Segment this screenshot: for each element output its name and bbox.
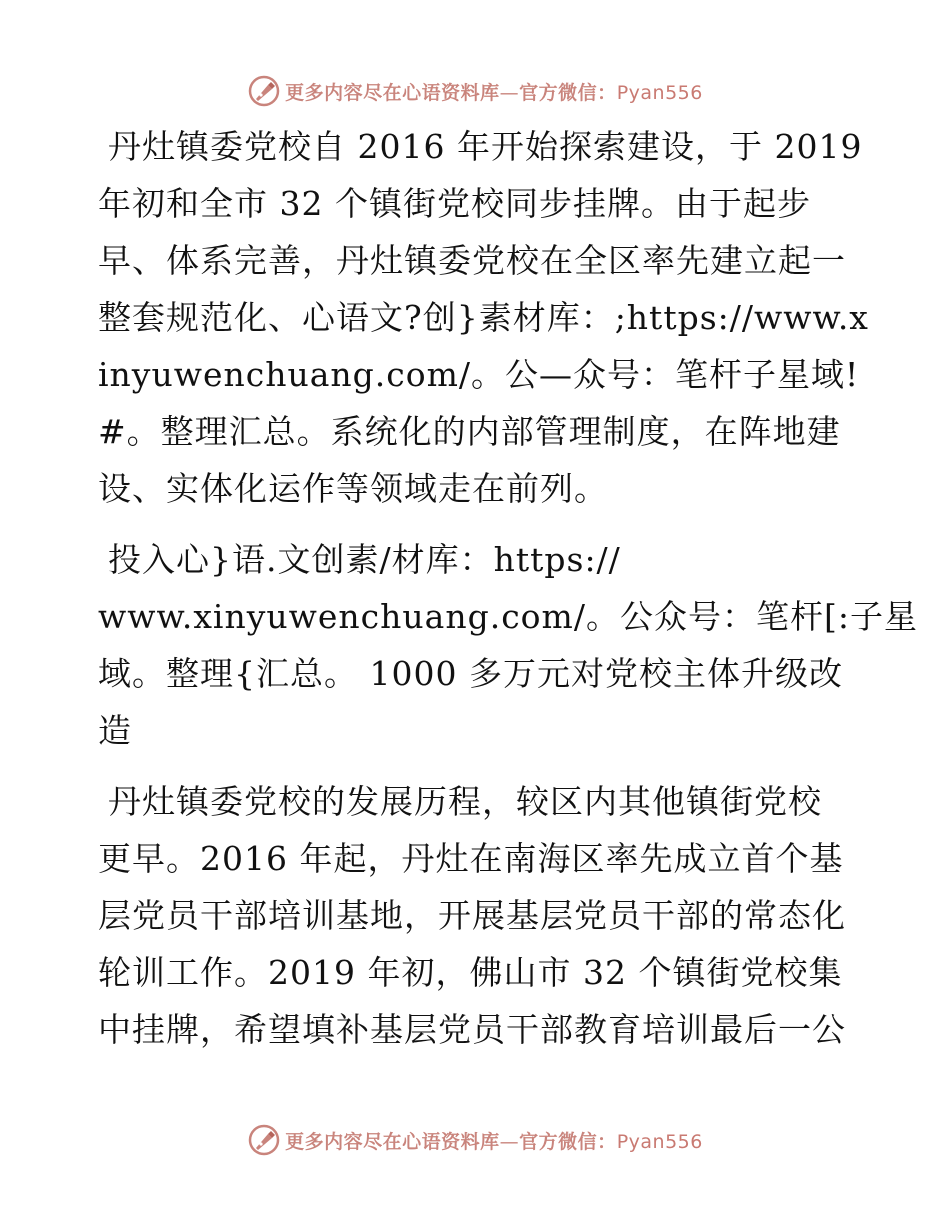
footer-banner [0,1118,950,1162]
paragraph-2 [98,531,918,759]
document-body [98,118,918,1072]
banner-wechat-id: Pyan556 [616,1130,703,1153]
banner-title: 更多内容尽在心语资料库 [285,1130,500,1153]
text-line: 年初和全市 32 个镇街党校同步挂牌。由于起步 [98,184,811,223]
banner-wechat-id: Pyan556 [616,81,703,104]
paragraph-1 [98,118,869,517]
banner-title: 更多内容尽在心语资料库 [285,81,500,104]
pen-nib-logo-icon [247,74,281,108]
pen-nib-logo-icon [247,1123,281,1157]
text-line: 层党员干部培训基地，开展基层党员干部的常态化 [98,896,846,935]
banner-wechat-label: 官方微信： [519,1130,617,1153]
text-line: 设、实体化运作等领域走在前列。 [98,469,608,508]
text-line: #。整理汇总。系统化的内部管理制度，在阵地建 [98,412,841,451]
text-line: www.xinyuwenchuang.com/。公众号：笔杆[:子星 [98,597,918,636]
banner-text [285,1127,703,1154]
text-line: 投入心}语.文创素/材库：https:// [108,540,621,579]
text-line: 更早。2016 年起，丹灶在南海区率先成立首个基 [98,839,844,878]
paragraph-3 [98,773,858,1058]
text-line: 域。整理{汇总。 1000 多万元对党校主体升级改 [98,654,843,693]
banner-text [285,78,703,105]
banner-separator: — [499,81,520,104]
text-line: 中挂牌，希望填补基层党员干部教育培训最后一公 [98,1010,846,1049]
text-line: 丹灶镇委党校自 2016 年开始探索建设，于 2019 [108,127,863,166]
text-line: inyuwenchuang.com/。公—众号：笔杆子星域! [98,355,860,394]
text-line: 整套规范化、心语文?创}素材库：;https://www.x [98,298,869,337]
text-line: 早、体系完善，丹灶镇委党校在全区率先建立起一 [98,241,846,280]
banner-separator: — [499,1130,520,1153]
text-line: 丹灶镇委党校的发展历程，较区内其他镇街党校 [108,782,822,821]
text-line: 造 [98,711,132,750]
header-banner [0,69,950,113]
text-line: 轮训工作。2019 年初，佛山市 32 个镇街党校集 [98,953,843,992]
banner-wechat-label: 官方微信： [519,81,617,104]
